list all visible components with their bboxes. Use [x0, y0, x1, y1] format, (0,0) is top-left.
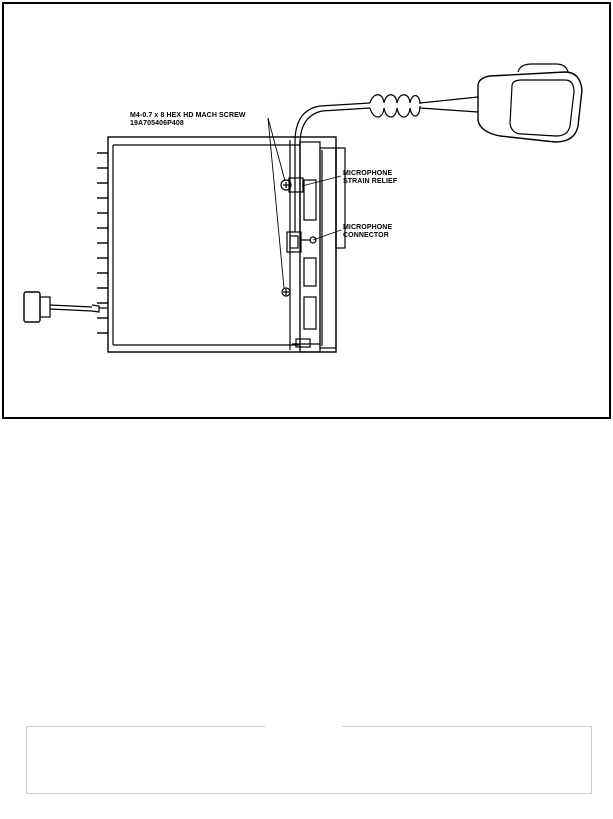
connector-callout-line2: CONNECTOR — [343, 232, 389, 239]
screw-callout-line1: M4-0.7 x 8 HEX HD MACH SCREW — [130, 112, 246, 119]
strain-relief-callout-line2: STRAIN RELIEF — [343, 178, 398, 185]
microphone — [478, 64, 582, 142]
connector-callout-line1: MICROPHONE — [343, 224, 393, 231]
screw-callout-line2: 19A705406P408 — [130, 120, 184, 127]
microphone-connector — [287, 232, 316, 252]
footer-box-gap — [265, 724, 342, 729]
strain-relief-callout-line1: MICROPHONE — [343, 170, 393, 177]
lower-screw — [282, 288, 290, 296]
power-connector — [24, 292, 108, 322]
footer-box — [26, 726, 592, 794]
